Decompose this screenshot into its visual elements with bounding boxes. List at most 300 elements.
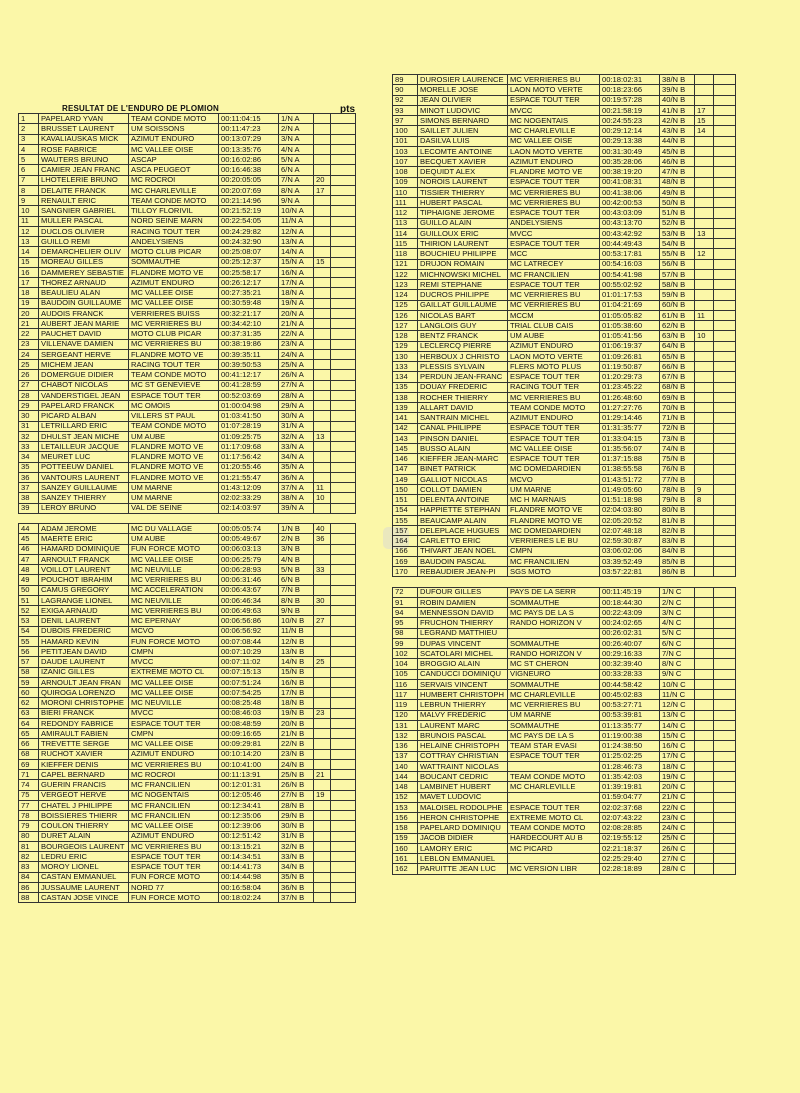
bib-number: 34: [19, 452, 39, 462]
bib-number: 37: [19, 483, 39, 493]
race-time: 00:12:34:41: [219, 800, 279, 810]
result-row: [19, 647, 356, 657]
class-rank: 7/N C: [660, 649, 695, 659]
race-time: 01:17:56:42: [219, 452, 279, 462]
class-rank: 54/N B: [660, 239, 695, 249]
class-rank: 80/N B: [660, 505, 695, 515]
race-time: 03:39:52:49: [600, 556, 660, 566]
class-rank: 15/N C: [660, 731, 695, 741]
points: [314, 688, 331, 698]
bib-number: 138: [393, 392, 418, 402]
empty-cell: [331, 893, 356, 903]
race-time: 00:07:54:25: [219, 688, 279, 698]
bib-number: 127: [393, 321, 418, 331]
class-rank: 60/N B: [660, 300, 695, 310]
points: [695, 833, 714, 843]
race-time: 00:33:28:33: [600, 669, 660, 679]
class-rank: 86/N B: [660, 567, 695, 577]
club-name: MC VERRIERES BU: [508, 300, 600, 310]
points: [314, 544, 331, 554]
rider-name: ROBIN DAMIEN: [418, 597, 508, 607]
race-time: 00:14:34:51: [219, 852, 279, 862]
club-name: ESPACE TOUT TER: [129, 862, 219, 872]
club-name: MC LATRECEY: [508, 259, 600, 269]
bib-number: 86: [19, 882, 39, 892]
points: [314, 852, 331, 862]
points: [695, 423, 714, 433]
bib-number: 144: [393, 772, 418, 782]
race-time: 00:08:48:59: [219, 718, 279, 728]
race-time: 00:41:12:17: [219, 370, 279, 380]
result-row: [393, 505, 736, 515]
empty-cell: [331, 155, 356, 165]
empty-cell: [714, 567, 736, 577]
bib-number: 3: [19, 134, 39, 144]
club-name: MC PICARD: [508, 843, 600, 853]
race-time: 01:35:42:03: [600, 772, 660, 782]
points: 9: [695, 485, 714, 495]
rider-name: QUIROGA LORENZO: [39, 688, 129, 698]
blank-cell: [331, 513, 356, 523]
race-time: 00:06:03:13: [219, 544, 279, 554]
empty-cell: [331, 749, 356, 759]
empty-cell: [331, 339, 356, 349]
empty-cell: [331, 288, 356, 298]
class-rank: 50/N B: [660, 198, 695, 208]
empty-cell: [331, 759, 356, 769]
rider-name: DUPAS VINCENT: [418, 638, 508, 648]
rider-name: BINET PATRICK: [418, 464, 508, 474]
club-name: MC VALLEE OISE: [508, 136, 600, 146]
rider-name: SERGEANT HERVE: [39, 349, 129, 359]
result-row: [19, 780, 356, 790]
club-name: MC CHARLEVILLE: [508, 782, 600, 792]
rider-name: BECQUET XAVIER: [418, 157, 508, 167]
rider-name: LECLERCQ PIERRE: [418, 341, 508, 351]
empty-cell: [331, 729, 356, 739]
rider-name: LEBLON EMMANUEL: [418, 854, 508, 864]
race-time: 00:30:59:48: [219, 298, 279, 308]
class-rank: 7/N A: [279, 175, 314, 185]
rider-name: COLLOT DAMIEN: [418, 485, 508, 495]
class-rank: 45/N B: [660, 146, 695, 156]
empty-cell: [331, 237, 356, 247]
bib-number: 130: [393, 351, 418, 361]
bib-number: 105: [393, 669, 418, 679]
result-row: [393, 608, 736, 618]
class-rank: 28/N A: [279, 390, 314, 400]
rider-name: MEURET LUC: [39, 452, 129, 462]
result-row: [19, 298, 356, 308]
race-time: 00:39:35:11: [219, 349, 279, 359]
empty-cell: [714, 505, 736, 515]
bib-number: 100: [393, 126, 418, 136]
rider-name: TREVETTE SERGE: [39, 739, 129, 749]
club-name: MC VERRIERES BU: [508, 75, 600, 85]
bib-number: 20: [19, 308, 39, 318]
club-name: TILLOY FLORIVIL: [129, 206, 219, 216]
club-name: MVCC: [508, 228, 600, 238]
bib-number: 60: [19, 688, 39, 698]
club-name: AZIMUT ENDURO: [129, 278, 219, 288]
race-time: 00:32:39:40: [600, 659, 660, 669]
empty-cell: [714, 669, 736, 679]
points: [695, 444, 714, 454]
class-rank: 84/N B: [660, 546, 695, 556]
points: 25: [314, 657, 331, 667]
result-row: [393, 423, 736, 433]
bib-number: 160: [393, 843, 418, 853]
result-row: [393, 280, 736, 290]
result-row: [19, 718, 356, 728]
rider-name: DUROSIER LAURENCE: [418, 75, 508, 85]
bib-number: 101: [393, 136, 418, 146]
result-row: [19, 175, 356, 185]
result-row: [393, 556, 736, 566]
class-rank: 83/N B: [660, 536, 695, 546]
race-time: 00:10:14:20: [219, 749, 279, 759]
class-rank: 6/N B: [279, 575, 314, 585]
rider-name: BOUCANT CEDRIC: [418, 772, 508, 782]
points: [314, 647, 331, 657]
club-name: TEAM CONDE MOTO: [129, 370, 219, 380]
result-row: [393, 362, 736, 372]
result-row: [393, 618, 736, 628]
empty-cell: [714, 526, 736, 536]
empty-cell: [714, 146, 736, 156]
points: [695, 403, 714, 413]
result-row: [393, 628, 736, 638]
result-row: [19, 257, 356, 267]
rider-name: CANAL PHILIPPE: [418, 423, 508, 433]
class-rank: 39/N B: [660, 85, 695, 95]
bib-number: 15: [19, 257, 39, 267]
race-time: 00:06:25:79: [219, 554, 279, 564]
club-name: MCCM: [508, 310, 600, 320]
class-rank: 36/N A: [279, 472, 314, 482]
class-rank: 30/N A: [279, 411, 314, 421]
club-name: MC ST GENEVIEVE: [129, 380, 219, 390]
class-rank: 26/N B: [279, 780, 314, 790]
bib-number: 28: [19, 390, 39, 400]
race-time: 01:49:05:60: [600, 485, 660, 495]
race-time: 01:20:29:73: [600, 372, 660, 382]
class-rank: 14/N A: [279, 247, 314, 257]
rider-name: ADAM JEROME: [39, 524, 129, 534]
class-rank: 20/N C: [660, 782, 695, 792]
points: [695, 362, 714, 372]
bib-number: 75: [19, 790, 39, 800]
result-row: [19, 862, 356, 872]
bib-number: 39: [19, 503, 39, 513]
empty-cell: [714, 618, 736, 628]
rider-name: LHOTELERIE BRUNO: [39, 175, 129, 185]
club-name: ANDELYSIENS: [129, 237, 219, 247]
points: [314, 626, 331, 636]
result-row: [393, 351, 736, 361]
rider-name: CAMUS GREGORY: [39, 585, 129, 595]
points: [695, 146, 714, 156]
bib-number: 153: [393, 802, 418, 812]
points: [314, 821, 331, 831]
class-rank: 21/N C: [660, 792, 695, 802]
bib-number: 155: [393, 515, 418, 525]
points: [314, 216, 331, 226]
race-time: 00:39:50:53: [219, 360, 279, 370]
bib-number: 128: [393, 331, 418, 341]
result-row: [19, 288, 356, 298]
bib-number: 90: [393, 85, 418, 95]
result-row: [19, 821, 356, 831]
rider-name: TIPHAIGNE JEROME: [418, 208, 508, 218]
rider-name: DUFOUR GILLES: [418, 587, 508, 597]
points: [314, 226, 331, 236]
points: [695, 556, 714, 566]
club-name: MC VERRIERES BU: [508, 392, 600, 402]
class-rank: 3/N C: [660, 608, 695, 618]
rider-name: VERGEOT HERVE: [39, 790, 129, 800]
empty-cell: [714, 464, 736, 474]
bib-number: 62: [19, 698, 39, 708]
rider-name: MOREAU GILLES: [39, 257, 129, 267]
empty-cell: [714, 187, 736, 197]
race-time: 00:20:05:05: [219, 175, 279, 185]
club-name: LAON MOTO VERTE: [508, 85, 600, 95]
result-row: [19, 390, 356, 400]
rider-name: DAUDE LAURENT: [39, 657, 129, 667]
blank-cell: [279, 513, 314, 523]
result-row: [393, 259, 736, 269]
blank-cell: [714, 577, 736, 587]
result-row: [393, 659, 736, 669]
race-time: 00:16:02:86: [219, 155, 279, 165]
race-time: 00:06:46:34: [219, 595, 279, 605]
class-rank: 22/N C: [660, 802, 695, 812]
empty-cell: [331, 206, 356, 216]
club-name: MCVO: [129, 626, 219, 636]
points: [314, 237, 331, 247]
empty-cell: [714, 75, 736, 85]
empty-cell: [714, 659, 736, 669]
rider-name: DEQUIDT ALEX: [418, 167, 508, 177]
club-name: AZIMUT ENDURO: [508, 341, 600, 351]
empty-cell: [714, 823, 736, 833]
result-row: [19, 442, 356, 452]
race-time: 02:25:29:40: [600, 854, 660, 864]
points: 10: [314, 493, 331, 503]
result-row: [393, 792, 736, 802]
club-name: ASCAP: [129, 155, 219, 165]
club-name: ESPACE TOUT TER: [508, 208, 600, 218]
empty-cell: [714, 515, 736, 525]
empty-cell: [331, 114, 356, 124]
bib-number: 103: [393, 146, 418, 156]
club-name: VAL DE SEINE: [129, 503, 219, 513]
empty-cell: [714, 259, 736, 269]
result-row: [393, 720, 736, 730]
class-rank: 71/N B: [660, 413, 695, 423]
points: [314, 401, 331, 411]
bib-number: 147: [393, 464, 418, 474]
bib-number: 140: [393, 761, 418, 771]
rider-name: MULLER PASCAL: [39, 216, 129, 226]
club-name: MC FRANCILIEN: [129, 800, 219, 810]
class-rank: 40/N B: [660, 95, 695, 105]
club-name: MC ACCELERATION: [129, 585, 219, 595]
race-time: 00:18:02:31: [600, 75, 660, 85]
class-rank: 70/N B: [660, 403, 695, 413]
class-rank: 27/N C: [660, 854, 695, 864]
bib-number: 92: [393, 95, 418, 105]
class-rank: 2/N B: [279, 534, 314, 544]
bib-number: 57: [19, 657, 39, 667]
points: [314, 739, 331, 749]
result-row: [19, 708, 356, 718]
race-time: 00:43:42:92: [600, 228, 660, 238]
race-time: 00:35:28:06: [600, 157, 660, 167]
points: [314, 165, 331, 175]
club-name: MC FRANCILIEN: [508, 556, 600, 566]
class-rank: 10/N A: [279, 206, 314, 216]
results-table-right: [392, 74, 736, 875]
class-rank: 81/N B: [660, 515, 695, 525]
bib-number: 16: [19, 267, 39, 277]
rider-name: LEDRU ERIC: [39, 852, 129, 862]
class-rank: 32/N A: [279, 431, 314, 441]
bib-number: 152: [393, 792, 418, 802]
class-rank: 12/N B: [279, 636, 314, 646]
empty-cell: [714, 597, 736, 607]
result-row: [19, 770, 356, 780]
rider-name: LETRILLARD ERIC: [39, 421, 129, 431]
bib-number: 64: [19, 718, 39, 728]
points: 12: [695, 249, 714, 259]
class-rank: 21/N A: [279, 319, 314, 329]
club-name: UM AUBE: [129, 534, 219, 544]
result-row: [393, 546, 736, 556]
club-name: RANDO HORIZON V: [508, 649, 600, 659]
blank-separator-row: [19, 513, 356, 523]
result-row: [393, 372, 736, 382]
result-row: [393, 392, 736, 402]
club-name: TEAM CONDE MOTO: [129, 421, 219, 431]
empty-cell: [331, 770, 356, 780]
rider-name: BENTZ FRANCK: [418, 331, 508, 341]
result-row: [393, 526, 736, 536]
result-row: [19, 595, 356, 605]
class-rank: 64/N B: [660, 341, 695, 351]
empty-cell: [331, 688, 356, 698]
points: [314, 893, 331, 903]
bib-number: 111: [393, 198, 418, 208]
points: [695, 136, 714, 146]
points: 21: [314, 770, 331, 780]
race-time: 01:51:18:98: [600, 495, 660, 505]
empty-cell: [714, 608, 736, 618]
class-rank: 37/N A: [279, 483, 314, 493]
class-rank: 28/N B: [279, 800, 314, 810]
class-rank: 34/N A: [279, 452, 314, 462]
bib-number: 148: [393, 782, 418, 792]
empty-cell: [331, 257, 356, 267]
class-rank: 1/N C: [660, 587, 695, 597]
result-row: [393, 187, 736, 197]
club-name: SGS MOTO: [508, 567, 600, 577]
race-time: 00:20:07:69: [219, 185, 279, 195]
class-rank: 7/N B: [279, 585, 314, 595]
rider-name: CARLETTO ERIC: [418, 536, 508, 546]
points: [314, 329, 331, 339]
club-name: MC FRANCILIEN: [129, 780, 219, 790]
rider-name: RUCHOT XAVIER: [39, 749, 129, 759]
points: [314, 308, 331, 318]
class-rank: 66/N B: [660, 362, 695, 372]
points: [314, 462, 331, 472]
points: [695, 761, 714, 771]
result-row: [19, 800, 356, 810]
rider-name: PETITJEAN DAVID: [39, 647, 129, 657]
class-rank: 39/N A: [279, 503, 314, 513]
race-time: 02:59:30:87: [600, 536, 660, 546]
race-time: 01:24:38:50: [600, 741, 660, 751]
club-name: ESPACE TOUT TER: [508, 423, 600, 433]
class-rank: 24/N C: [660, 823, 695, 833]
class-rank: 79/N B: [660, 495, 695, 505]
class-rank: 8/N A: [279, 185, 314, 195]
points: [314, 380, 331, 390]
result-row: [393, 413, 736, 423]
rider-name: WATTRAINT NICOLAS: [418, 761, 508, 771]
result-row: [19, 165, 356, 175]
rider-name: DAMMEREY SEBASTIE: [39, 267, 129, 277]
points: [695, 187, 714, 197]
class-rank: 10/N B: [279, 616, 314, 626]
race-time: 02:07:48:18: [600, 526, 660, 536]
club-name: RACING TOUT TER: [508, 382, 600, 392]
points: [695, 679, 714, 689]
club-name: MC ROCROI: [129, 770, 219, 780]
class-rank: 74/N B: [660, 444, 695, 454]
points: [314, 749, 331, 759]
points: [314, 636, 331, 646]
class-rank: 34/N B: [279, 862, 314, 872]
result-row: [19, 452, 356, 462]
empty-cell: [331, 554, 356, 564]
club-name: PAYS DE LA SERR: [508, 587, 600, 597]
race-time: 00:31:30:49: [600, 146, 660, 156]
club-name: ASCA PEUGEOT: [129, 165, 219, 175]
result-row: [19, 636, 356, 646]
points: [695, 669, 714, 679]
bib-number: 59: [19, 677, 39, 687]
empty-cell: [331, 401, 356, 411]
bib-number: 91: [393, 597, 418, 607]
rider-name: MICHEM JEAN: [39, 360, 129, 370]
result-row: [19, 688, 356, 698]
empty-cell: [331, 185, 356, 195]
empty-cell: [714, 300, 736, 310]
rider-name: FRUCHON THIERRY: [418, 618, 508, 628]
result-row: [19, 267, 356, 277]
class-rank: 75/N B: [660, 454, 695, 464]
result-row: [19, 308, 356, 318]
class-rank: 4/N C: [660, 618, 695, 628]
race-time: 00:21:14:96: [219, 196, 279, 206]
class-rank: 52/N B: [660, 218, 695, 228]
rider-name: LANGLOIS GUY: [418, 321, 508, 331]
bib-number: 22: [19, 329, 39, 339]
race-time: 00:06:31:46: [219, 575, 279, 585]
